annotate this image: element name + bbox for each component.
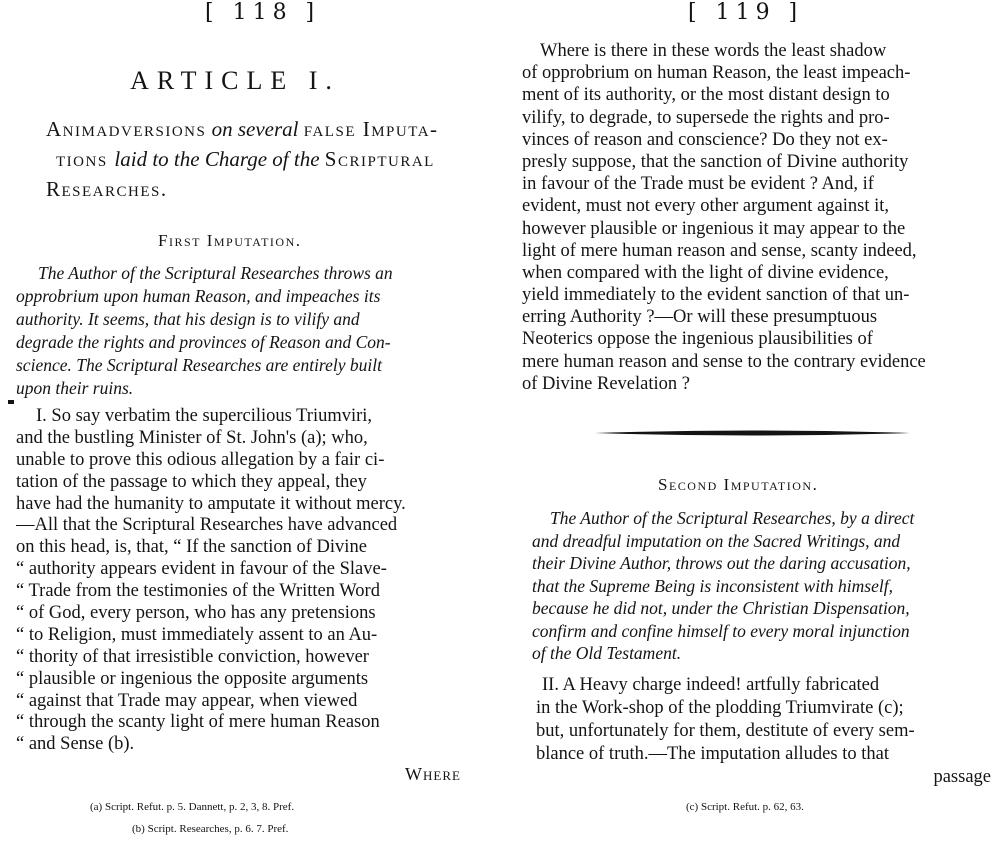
heading-line3: Researches. [46,177,168,201]
text-line: evident, must not every other argument against it, [522,196,890,217]
text-line: in favour of the Trade must be evident ? And, if [522,174,874,195]
text-line: of the Old Testament. [532,643,682,663]
body-text-bottom [536,674,991,789]
article-title: ARTICLE I. [130,66,340,95]
text-line: unable to prove this odious allegation by a fair ci- [16,449,385,470]
heading-line2-part2: laid to the Charge of the [114,147,325,171]
rule-shape [595,431,910,436]
text-line: presly suppose, that the sanction of Divine authority [522,151,909,172]
text-line: yield immediately to the evident sanction of that un- [522,285,910,306]
second-imputation-title: Second Imputation. [658,475,819,494]
heading-line1-part2: on several [206,117,304,141]
text-line: “ authority appears evident in favour of the Slave- [16,559,387,580]
text-line: ment of its authority, or the most distant design to [522,85,890,106]
page-number: [ 118 ] [205,0,321,25]
text-line: The Author of the Scriptural Researches throws an [38,263,393,283]
text-line: “ thority of that irresistible conviction, however [16,646,369,667]
second-imputation-text [532,507,992,665]
text-line: “ plausible or ingenious the opposite arguments [16,668,369,689]
text-line: opprobrium upon human Reason, and impeaches its [16,286,381,306]
right-page [500,0,1000,843]
text-line: II. A Heavy charge indeed! artfully fabricated [542,675,880,695]
text-line: of Divine Revelation ? [522,373,690,394]
text-line: tation of the passage to which they appeal, they [16,471,367,492]
page-number: [ 119 ] [688,0,804,25]
text-line: Neoterics oppose the ingenious plausibilities of [522,329,873,350]
text-line: authority. It seems, that his design is to vilify and [16,309,360,329]
text-line: that the Supreme Being is inconsistent with himself, [532,575,893,596]
text-line: vinces of reason and conscience? Do they not ex- [522,129,888,150]
text-line: blance of truth.—The imputation alludes to that [536,744,889,764]
text-line: “ through the scanty light of mere human Reason [16,712,380,733]
text-line: Where is there in these words the least shadow [540,41,887,61]
footnote: (b) Script. Researches, p. 6. 7. Pref. [132,823,289,835]
heading-line1-part1: Animadversions [46,117,207,141]
text-line: mere human reason and sense to the contrary evidence [522,351,926,372]
text-line: vilify, to degrade, to supersede the rights and pro- [522,107,890,128]
footnote: (c) Script. Refut. p. 62, 63. [686,801,804,813]
text-line: because he did not, under the Christian Dispensation, [532,598,910,618]
first-imputation-title: First Imputation. [158,231,302,250]
text-line: degrade the rights and provinces of Reason and Con- [16,332,391,352]
text-line: in the Work-shop of the plodding Triumvirate (c); [536,698,904,718]
text-line: I. So say verbatim the supercilious Triumviri, [36,406,373,426]
text-line: light of mere human reason and sense, scanty indeed, [522,240,917,261]
text-line: their Divine Author, throws out the daring accusation, [532,553,911,573]
footnotes [686,796,804,818]
text-line: “ Trade from the testimonies of the Written Word [16,581,380,602]
text-line: however plausible or ingenious it may appear to the [522,218,906,239]
margin-mark [8,400,14,404]
text-line: “ and Sense (b). [16,734,135,755]
text-line: “ against that Trade may appear, when viewed [16,690,358,711]
text-line: confirm and confine himself to every moral injunction [532,620,910,641]
text-line: of opprobrium on human Reason, the least impeach- [522,63,911,84]
text-line: erring Authority ?—Or will these presumptuous [522,307,878,328]
catchword: Where [405,764,461,784]
text-line: when compared with the light of divine evidence, [522,262,889,283]
heading-line2-part3: Scriptural [324,147,435,171]
first-imputation-text [16,262,476,400]
text-line: on this head, is, that, “ If the sanction of Divine [16,537,367,558]
heading-line1-part3: false Imputa- [303,117,439,141]
footnotes [90,796,294,840]
text-line: have had the humanity to amputate it without mercy. [16,493,406,514]
text-line: “ to Religion, must immediately assent to an Au- [16,624,378,645]
text-line: but, unfortunately for them, destitute of every sem- [536,721,915,741]
text-line: —All that the Scriptural Researches have advanced [16,515,398,536]
text-line: and dreadful imputation on the Sacred Writings, and [532,530,901,551]
catchword: passage [933,767,991,787]
text-line: The Author of the Scriptural Researches, by a direct [550,508,915,528]
footnote: (a) Script. Refut. p. 5. Dannett, p. 2, 3, 8. Pref. [90,801,295,813]
article-heading [46,114,476,204]
body-text [16,406,476,756]
text-line: and the bustling Minister of St. John's (a); who, [16,427,368,448]
section-rule [595,428,910,438]
text-line: “ of God, every person, who has any pretensions [16,603,376,624]
body-text-top [522,40,977,395]
text-line: upon their ruins. [16,378,134,398]
text-line: science. The Scriptural Researches are entirely built [16,355,382,375]
heading-line2-part1: tions [56,147,115,171]
